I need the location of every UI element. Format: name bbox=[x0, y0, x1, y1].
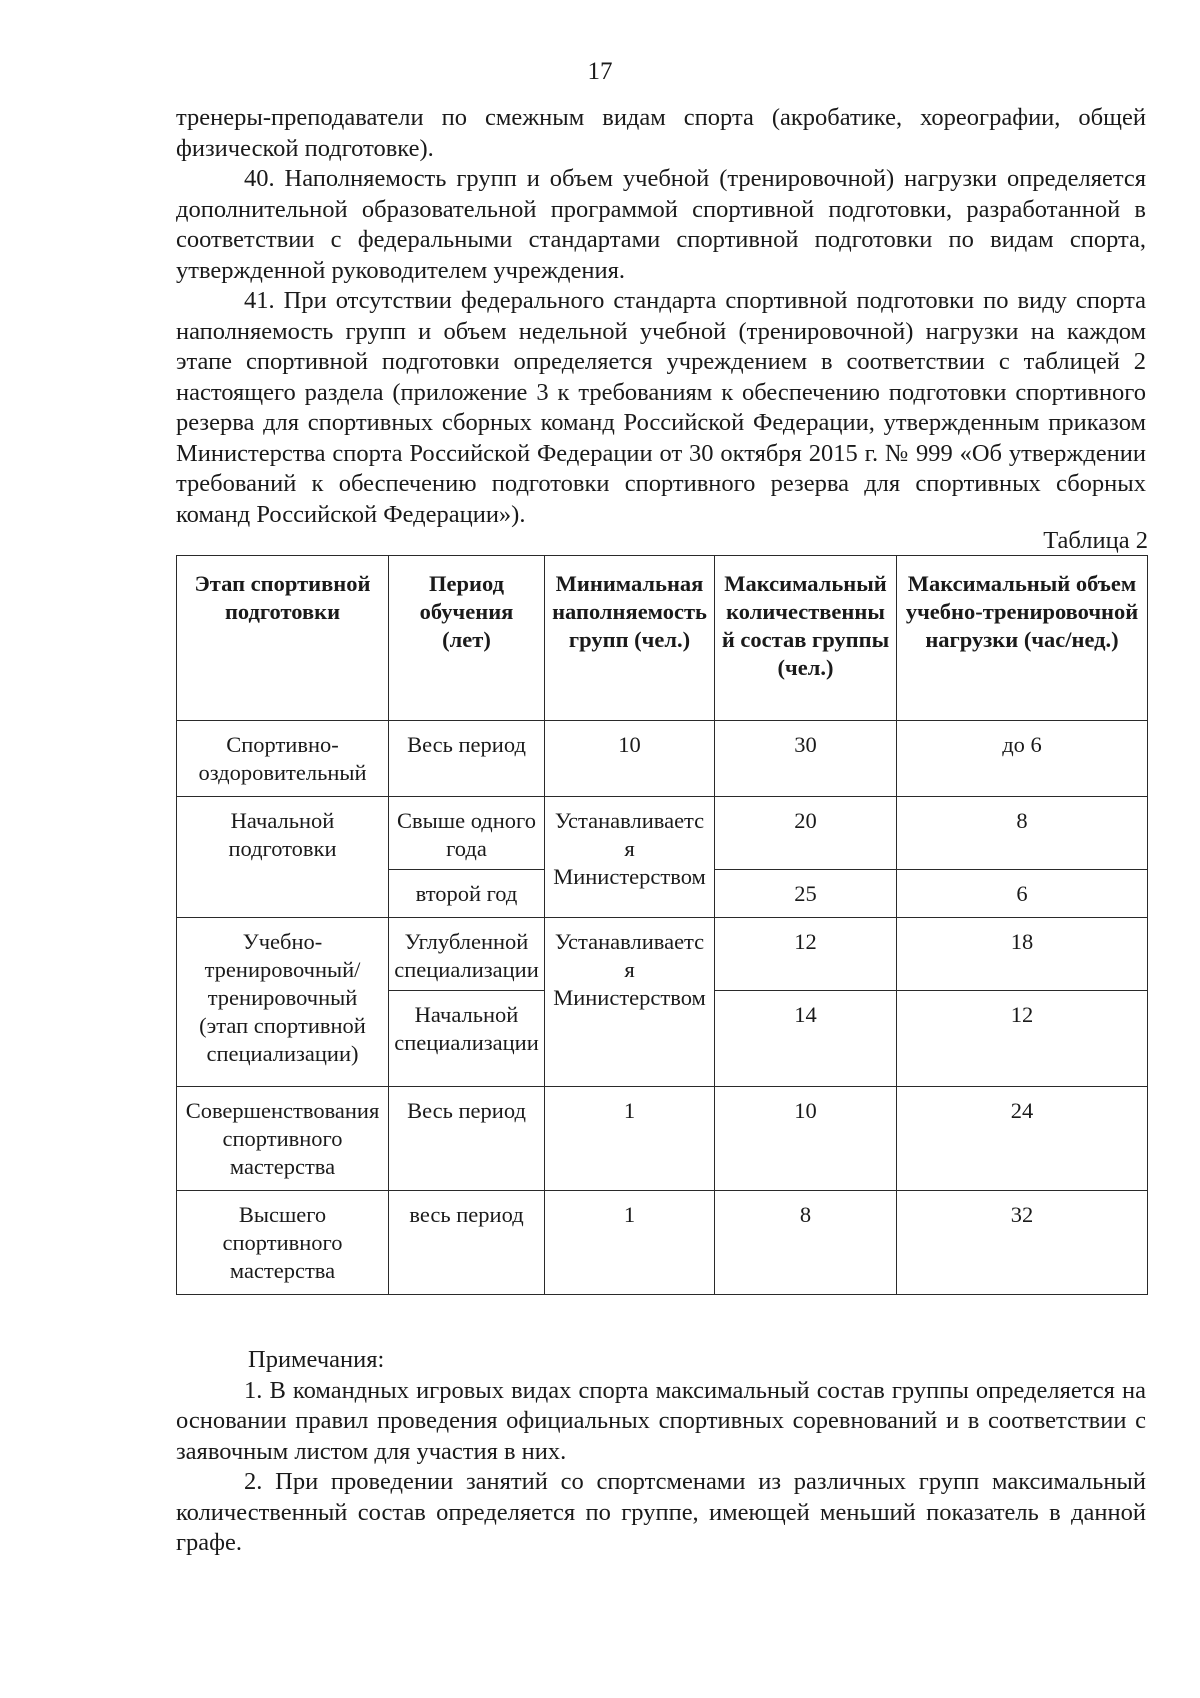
cell-load: 18 bbox=[897, 918, 1148, 991]
cell-max: 10 bbox=[715, 1087, 897, 1191]
intro-text bbox=[176, 103, 1146, 530]
notes-title: Примечания: bbox=[248, 1346, 385, 1373]
cell-load: 24 bbox=[897, 1087, 1148, 1191]
cell-load: 8 bbox=[897, 797, 1148, 870]
cell-max: 12 bbox=[715, 918, 897, 991]
header-max-group: Максимальный количественны й состав группы (чел.) bbox=[715, 556, 897, 721]
cell-period: Свыше одного года bbox=[389, 797, 545, 870]
cell-stage: Учебно-тренировочный/ тренировочный (этап спортивной специализации) bbox=[177, 918, 389, 1087]
note-item: 2. При проведении занятий со спортсменами из различных групп максимальный количественный состав определяется по группе, имеющей меньший показатель в данной графе. bbox=[176, 1468, 1146, 1556]
table-row bbox=[177, 1191, 1148, 1295]
header-max-load: Максимальный объем учебно-тренировочной нагрузки (час/нед.) bbox=[897, 556, 1148, 721]
cell-period: Весь период bbox=[389, 1087, 545, 1191]
cell-load: до 6 bbox=[897, 721, 1148, 797]
cell-stage: Совершенствования спортивного мастерства bbox=[177, 1087, 389, 1191]
cell-max: 14 bbox=[715, 991, 897, 1087]
cell-min: 1 bbox=[545, 1191, 715, 1295]
cell-load: 12 bbox=[897, 991, 1148, 1087]
cell-period: второй год bbox=[389, 870, 545, 918]
table-row bbox=[177, 918, 1148, 991]
cell-max: 20 bbox=[715, 797, 897, 870]
table-caption: Таблица 2 bbox=[1043, 527, 1148, 554]
cell-period: Углубленной специализации bbox=[389, 918, 545, 991]
cell-load: 32 bbox=[897, 1191, 1148, 1295]
cell-period: Весь период bbox=[389, 721, 545, 797]
cell-min: 10 bbox=[545, 721, 715, 797]
paragraph-40: 40. Наполняемость групп и объем учебной (тренировочной) нагрузки определяется дополнительной образовательной программой спортивной подготовки, разработанной в соответствии с федеральными стандартами спортивной подготовки по видам спорта, утвержденной руководителем учреждения. bbox=[176, 165, 1146, 284]
cell-load: 6 bbox=[897, 870, 1148, 918]
cell-stage: Начальной подготовки bbox=[177, 797, 389, 918]
cell-stage: Высшего спортивного мастерства bbox=[177, 1191, 389, 1295]
table-row bbox=[177, 797, 1148, 870]
cell-min: Устанавливаетс я Министерством bbox=[545, 918, 715, 1087]
header-stage: Этап спортивной подготовки bbox=[177, 556, 389, 721]
cell-max: 8 bbox=[715, 1191, 897, 1295]
cell-period: Начальной специализации bbox=[389, 991, 545, 1087]
cell-min: 1 bbox=[545, 1087, 715, 1191]
table-row bbox=[177, 1087, 1148, 1191]
paragraph-41: 41. При отсутствии федерального стандарта спортивной подготовки по виду спорта наполняемость групп и объем недельной учебной (тренировочной) нагрузки на каждом этапе спортивной подготовки определяется учреждением в соответствии с таблицей 2 настоящего раздела (приложение 3 к требованиям к обеспечению подготовки спортивного резерва для спортивных сборных команд Российской Федерации, утвержденным приказом Министерства спорта Российской Федерации от 30 октября 2015 г. № 999 «Об утверждении требований к обеспечению подготовки спортивного резерва для спортивных сборных команд Российской Федерации»). bbox=[176, 287, 1146, 528]
cell-min: Устанавливаетс я Министерством bbox=[545, 797, 715, 918]
cell-period: весь период bbox=[389, 1191, 545, 1295]
header-min-group: Минимальная наполняемость групп (чел.) bbox=[545, 556, 715, 721]
note-item: 1. В командных игровых видах спорта максимальный состав группы определяется на основании правил проведения официальных спортивных соревнований и в соответствии с заявочным листом для участия в них. bbox=[176, 1376, 1146, 1465]
cell-max: 25 bbox=[715, 870, 897, 918]
page-number: 17 bbox=[587, 58, 613, 85]
training-load-table bbox=[176, 555, 1148, 1295]
header-period: Период обучения (лет) bbox=[389, 556, 545, 721]
table-header-row bbox=[177, 556, 1148, 721]
cell-max: 30 bbox=[715, 721, 897, 797]
notes-section bbox=[176, 1345, 1146, 1559]
paragraph-continuation: тренеры-преподаватели по смежным видам спорта (акробатике, хореографии, общей физической подготовке). bbox=[176, 104, 1146, 162]
table-row bbox=[177, 721, 1148, 797]
cell-stage: Спортивно-оздоровительный bbox=[177, 721, 389, 797]
